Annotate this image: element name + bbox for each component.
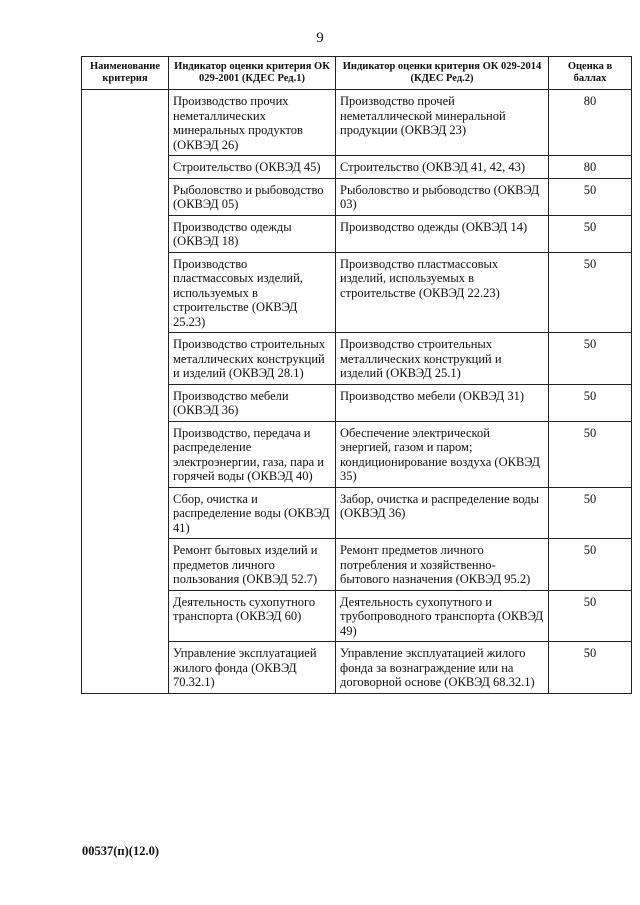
indicator-2001-cell: Производство прочих неметаллических минеральных продуктов (ОКВЭД 26) (169, 90, 336, 156)
indicator-2001-cell: Управление эксплуатацией жилого фонда (ОКВЭД 70.32.1) (169, 642, 336, 694)
score-cell: 80 (549, 156, 632, 179)
indicator-2001-cell: Рыболовство и рыбоводство (ОКВЭД 05) (169, 178, 336, 215)
score-cell: 50 (549, 333, 632, 385)
indicator-2001-cell: Производство, передача и распределение электроэнергии, газа, пара и горячей воды (ОКВЭД 40) (169, 421, 336, 487)
indicator-2001-cell: Деятельность сухопутного транспорта (ОКВЭД 60) (169, 590, 336, 642)
table-body (82, 90, 632, 694)
score-cell: 50 (549, 252, 632, 333)
score-cell: 50 (549, 421, 632, 487)
indicator-2014-cell: Производство прочей неметаллической минеральной продукции (ОКВЭД 23) (336, 90, 549, 156)
indicator-2014-cell: Рыболовство и рыбоводство (ОКВЭД 03) (336, 178, 549, 215)
indicator-2001-cell: Производство одежды (ОКВЭД 18) (169, 215, 336, 252)
indicator-2001-cell: Сбор, очистка и распределение воды (ОКВЭД 41) (169, 487, 336, 539)
indicator-2014-cell: Управление эксплуатацией жилого фонда за вознаграждение или на договорной основе (ОКВЭД 68.32.1) (336, 642, 549, 694)
score-cell: 50 (549, 539, 632, 591)
score-cell: 50 (549, 590, 632, 642)
indicator-2014-cell: Строительство (ОКВЭД 41, 42, 43) (336, 156, 549, 179)
indicator-2014-cell: Ремонт предметов личного потребления и хозяйственно-бытового назначения (ОКВЭД 95.2) (336, 539, 549, 591)
indicator-2014-cell: Производство одежды (ОКВЭД 14) (336, 215, 549, 252)
indicator-2014-cell: Производство мебели (ОКВЭД 31) (336, 384, 549, 421)
score-cell: 50 (549, 384, 632, 421)
indicator-2014-cell: Деятельность сухопутного и трубопроводного транспорта (ОКВЭД 49) (336, 590, 549, 642)
score-cell: 50 (549, 642, 632, 694)
table-row (82, 90, 632, 156)
header-score: Оценка в баллах (549, 57, 632, 90)
indicator-2001-cell: Производство мебели (ОКВЭД 36) (169, 384, 336, 421)
indicator-2014-cell: Производство строительных металлических конструкций и изделий (ОКВЭД 25.1) (336, 333, 549, 385)
criteria-table (81, 56, 632, 694)
indicator-2001-cell: Производство строительных металлических конструкций и изделий (ОКВЭД 28.1) (169, 333, 336, 385)
document-code: 00537(п)(12.0) (82, 844, 159, 858)
indicator-2001-cell: Производство пластмассовых изделий, используемых в строительстве (ОКВЭД 25.23) (169, 252, 336, 333)
score-cell: 80 (549, 90, 632, 156)
indicator-2014-cell: Забор, очистка и распределение воды (ОКВЭД 36) (336, 487, 549, 539)
indicator-2014-cell: Производство пластмассовых изделий, используемых в строительстве (ОКВЭД 22.23) (336, 252, 549, 333)
criterion-name-cell (82, 90, 169, 694)
indicator-2001-cell: Строительство (ОКВЭД 45) (169, 156, 336, 179)
indicator-2001-cell: Ремонт бытовых изделий и предметов личного пользования (ОКВЭД 52.7) (169, 539, 336, 591)
score-cell: 50 (549, 487, 632, 539)
table-header-row (82, 57, 632, 90)
page-number: 9 (316, 30, 324, 46)
score-cell: 50 (549, 178, 632, 215)
header-indicator-2001: Индикатор оценки критерия ОК 029-2001 (КДЕС Ред.1) (169, 57, 336, 90)
header-criterion-name: Наименование критерия (82, 57, 169, 90)
indicator-2014-cell: Обеспечение электрической энергией, газом и паром; кондиционирование воздуха (ОКВЭД 35) (336, 421, 549, 487)
score-cell: 50 (549, 215, 632, 252)
header-indicator-2014: Индикатор оценки критерия ОК 029-2014 (КДЕС Ред.2) (336, 57, 549, 90)
